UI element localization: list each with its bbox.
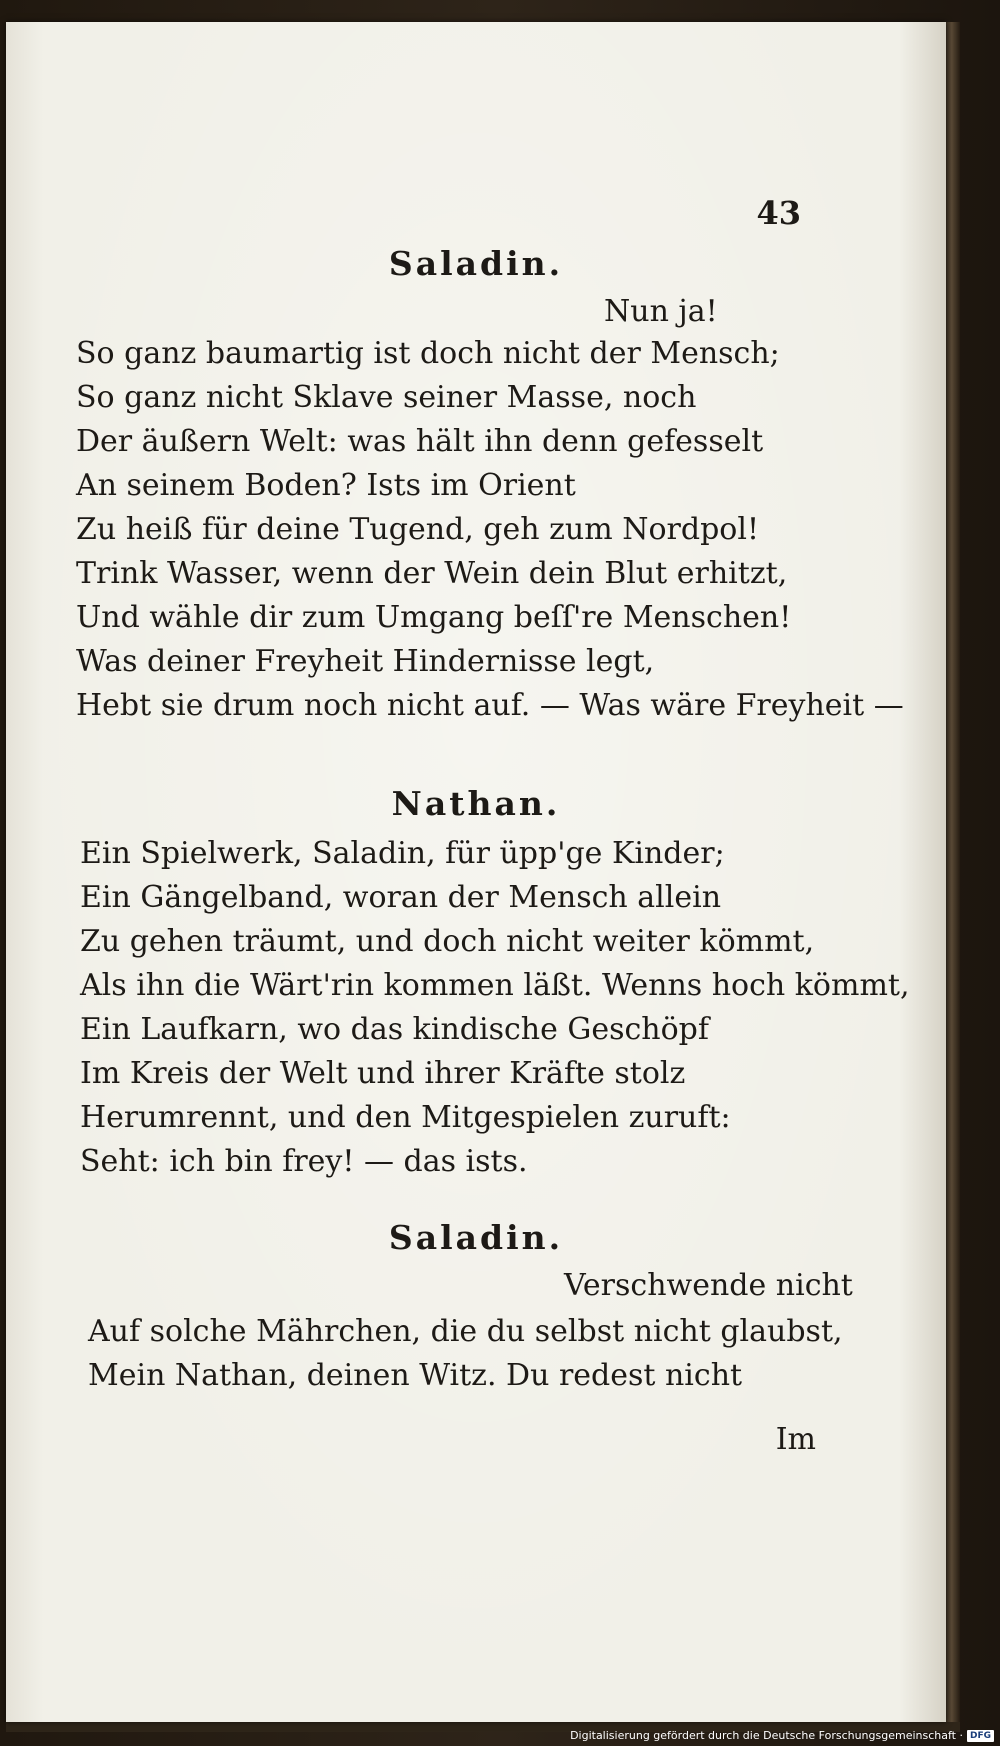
book-page — [6, 22, 946, 1722]
speaker-nathan: Nathan. — [391, 784, 561, 823]
verse-line: Und wähle dir zum Umgang beſſ're Menschen! — [76, 600, 792, 635]
digitization-footer — [570, 1729, 994, 1742]
verse-line: Zu heiß für deine Tugend, geh zum Nordpol! — [76, 512, 759, 547]
dfg-logo: DFG — [967, 1730, 994, 1742]
verse-line: Hebt sie drum noch nicht auf. — Was wäre Freyheit — — [76, 688, 904, 723]
verse-line: Als ihn die Wärt'rin kommen läßt. Wenns hoch kömmt, — [80, 968, 910, 1003]
verse-line: Herumrennt, und den Mitgespielen zuruft: — [80, 1100, 731, 1135]
verse-line: Was deiner Freyheit Hindernisse legt, — [76, 644, 655, 679]
footer-text: Digitalisierung gefördert durch die Deutsche Forschungsgemeinschaft · — [570, 1729, 963, 1742]
catchword: Im — [775, 1422, 816, 1457]
page-number: 43 — [756, 194, 801, 232]
speaker-saladin-1: Saladin. — [388, 244, 564, 283]
verse-line: Ein Gängelband, woran der Mensch allein — [80, 880, 722, 915]
verse-line: Im Kreis der Welt und ihrer Kräfte stolz — [80, 1056, 686, 1091]
book-edge-right — [946, 22, 960, 1722]
verse-line: Der äußern Welt: was hält ihn denn gefesselt — [76, 424, 764, 459]
verse-line: Ein Spielwerk, Saladin, für üpp'ge Kinder; — [80, 836, 725, 871]
verse-line: Ein Laufkarn, wo das kindische Geschöpf — [80, 1012, 709, 1047]
verse-line: So ganz baumartig ist doch nicht der Mensch; — [76, 336, 780, 371]
speaker-saladin-2: Saladin. — [388, 1218, 564, 1257]
verse-line: An seinem Boden? Ists im Orient — [76, 468, 576, 503]
verse-continuation: Verschwende nicht — [564, 1268, 853, 1303]
verse-line: Trink Wasser, wenn der Wein dein Blut erhitzt, — [76, 556, 788, 591]
verse-line: Seht: ich bin frey! — das ists. — [80, 1144, 528, 1179]
verse-continuation: Nun ja! — [604, 294, 718, 329]
verse-line: So ganz nicht Sklave seiner Masse, noch — [76, 380, 697, 415]
verse-line: Mein Nathan, deinen Witz. Du redest nicht — [88, 1358, 743, 1393]
verse-line: Auf solche Mährchen, die du selbst nicht glaubst, — [88, 1314, 843, 1349]
verse-line: Zu gehen träumt, und doch nicht weiter kömmt, — [80, 924, 815, 959]
